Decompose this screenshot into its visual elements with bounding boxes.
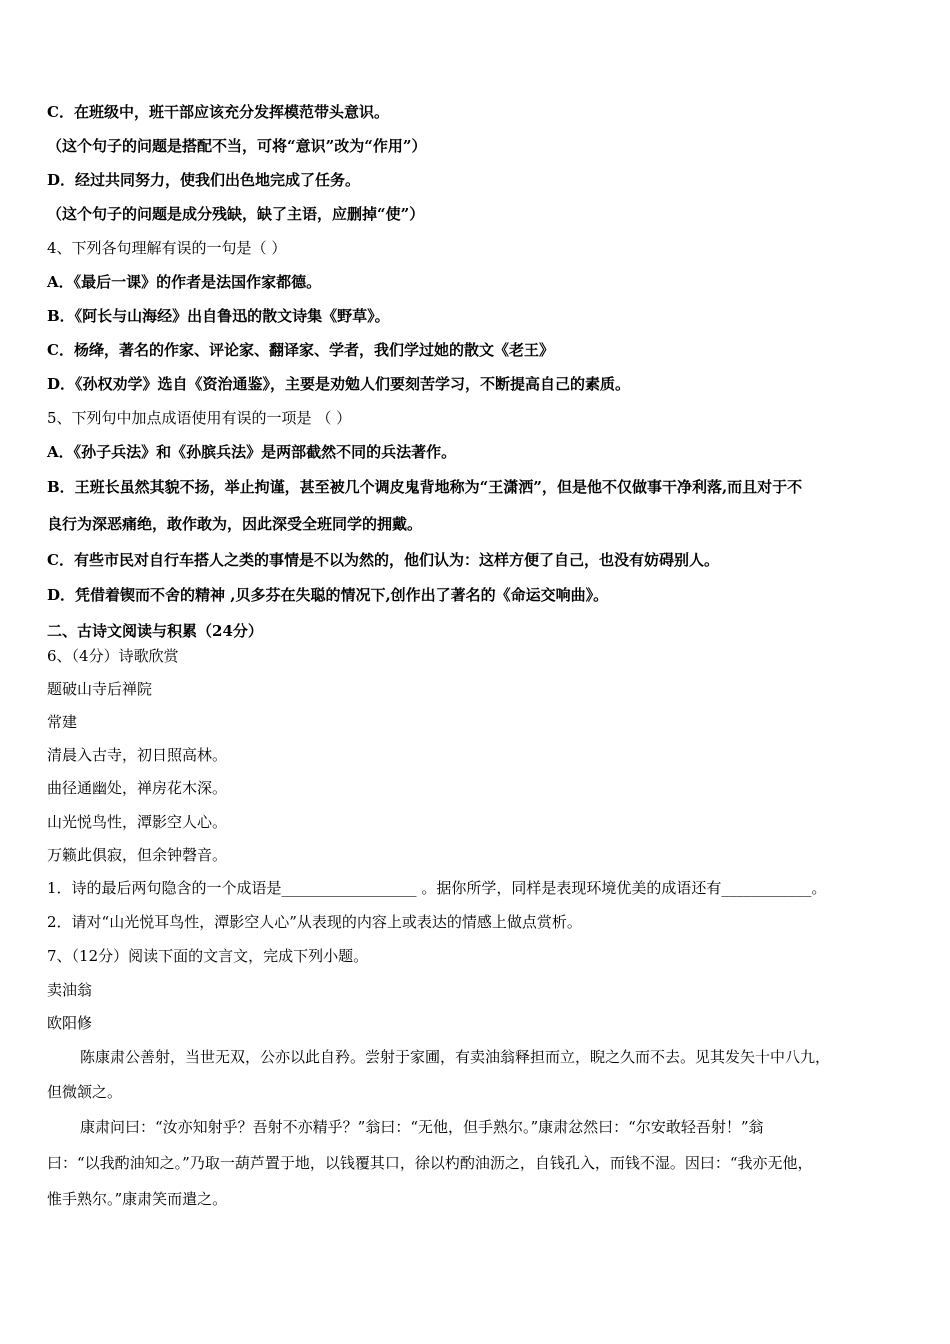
poem-title: 题破山寺后禅院 — [47, 680, 153, 698]
poem-line-3: 山光悦鸟性，潭影空人心。 — [47, 813, 228, 831]
q5-option-b-line1: B．王班长虽然其貌不扬，举止拘谨，甚至被几个调皮鬼背地称为“王潇洒”，但是他不仅做事干净利落,而且对于不 — [47, 478, 803, 496]
q4-option-d: D．《孙权劝学》选自《资治通鉴》，主要是劝勉人们要刻苦学习，不断提高自己的素质。 — [47, 375, 631, 393]
question-4: 4、下列各句理解有误的一句是（ ） — [47, 239, 287, 257]
q5-option-d: D．凭借着锲而不舍的精神 ,贝多芬在失聪的情况下,创作出了著名的《命运交响曲》。 — [47, 586, 609, 604]
prose-paragraph-2-line3: 惟手熟尔。”康肃笑而遣之。 — [47, 1190, 228, 1208]
option-c-text: C．在班级中，班干部应该充分发挥模范带头意识。 — [47, 103, 389, 121]
prose-author: 欧阳修 — [47, 1014, 93, 1032]
poem-line-1: 清晨入古寺，初日照高林。 — [47, 746, 228, 764]
q5-option-a: A．《孙子兵法》和《孙膑兵法》是两部截然不同的兵法著作。 — [47, 443, 457, 461]
section-heading: 二、古诗文阅读与积累（24分） — [47, 622, 263, 640]
prose-paragraph-2-line1: 康肃问曰：“汝亦知射乎？吾射不亦精乎？”翁曰：“无他，但手熟尔。”康肃忿然曰：“尔安敢轻吾射！”翁 — [80, 1118, 764, 1136]
poem-line-2: 曲径通幽处，禅房花木深。 — [47, 779, 228, 797]
prose-paragraph-1-line2: 但微颔之。 — [47, 1083, 123, 1101]
option-d-text: D．经过共同努力，使我们出色地完成了任务。 — [47, 171, 361, 189]
q6-subquestion-2: 2．请对“山光悦耳鸟性，潭影空人心”从表现的内容上或表达的情感上做点赏析。 — [47, 913, 582, 931]
q4-option-b: B．《阿长与山海经》出自鲁迅的散文诗集《野草》。 — [47, 307, 390, 325]
q5-option-b-line2: 良行为深恶痛绝，敢作敢为，因此深受全班同学的拥戴。 — [47, 515, 423, 533]
q4-option-c: C．杨绛，著名的作家、评论家、翻译家、学者，我们学过她的散文《老王》 — [47, 341, 554, 359]
prose-paragraph-1-line1: 陈康肃公善射，当世无双，公亦以此自矜。尝射于家圃，有卖油翁释担而立，睨之久而不去。见其发矢十中八九， — [80, 1048, 831, 1066]
q5-option-c: C．有些市民对自行车搭人之类的事情是不以为然的，他们认为：这样方便了自己，也没有妨碍别人。 — [47, 551, 719, 569]
question-5: 5、下列句中加点成语使用有误的一项是 （ ） — [47, 409, 352, 427]
option-c-explanation: （这个句子的问题是搭配不当，可将“意识”改为“作用”） — [47, 137, 427, 155]
q6-subquestion-1: 1．诗的最后两句隐含的一个成语是__________________ 。据你所学，同样是表现环境优美的成语还有____________。 — [47, 879, 827, 897]
q4-option-a: A．《最后一课》的作者是法国作家都德。 — [47, 273, 322, 291]
poem-line-4: 万籁此俱寂，但余钟磬音。 — [47, 846, 228, 864]
option-d-explanation: （这个句子的问题是成分残缺，缺了主语，应删掉“使”） — [47, 205, 425, 223]
question-7: 7、（12分）阅读下面的文言文，完成下列小题。 — [47, 947, 369, 965]
prose-paragraph-2-line2: 曰：“以我酌油知之。”乃取一葫芦置于地，以钱覆其口，徐以杓酌油沥之，自钱孔入，而钱不湿。因曰：“我亦无他， — [47, 1154, 813, 1172]
question-6: 6、（4分）诗歌欣赏 — [47, 647, 179, 665]
prose-title: 卖油翁 — [47, 981, 93, 999]
poem-author: 常建 — [47, 713, 78, 731]
